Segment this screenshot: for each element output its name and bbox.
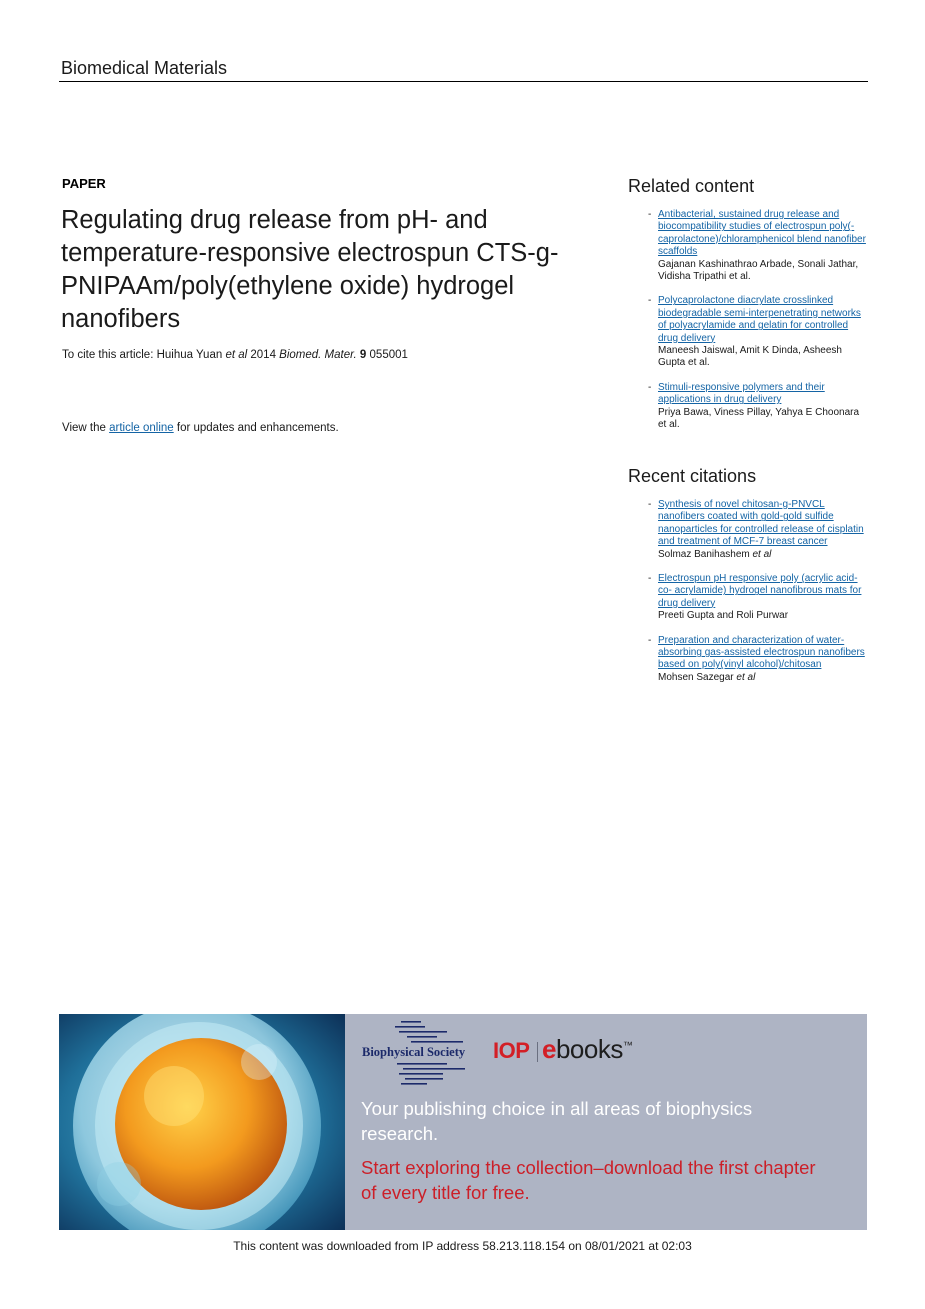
related-item-authors: Gajanan Kashinathrao Arbade, Sonali Jathar, Vidisha Tripathi et al. <box>658 258 859 283</box>
ebooks-rest: books <box>555 1034 623 1064</box>
list-dash: - <box>648 634 652 646</box>
citation-journal: Biomed. Mater. <box>279 349 357 361</box>
list-dash: - <box>648 295 652 307</box>
citation-item-link[interactable]: Electrospun pH responsive poly (acrylic acid-co- acrylamide) hydrogel nanofibrous mats for drug delivery <box>658 573 862 609</box>
recent-citations-heading: Recent citations <box>628 466 757 486</box>
list-dash: - <box>648 499 652 510</box>
related-item-authors: Priya Bawa, Viness Pillay, Yahya E Choonara et al. <box>658 406 860 431</box>
view-online-prefix: View the <box>62 422 110 434</box>
biophysical-society-name: Biophysical Society <box>362 1045 468 1060</box>
citation-volume: 9 <box>359 349 367 361</box>
related-item <box>648 295 870 369</box>
related-item-link[interactable]: Stimuli-responsive polymers and their applications in drug delivery <box>658 381 825 406</box>
related-content-list <box>648 209 870 444</box>
related-item-link[interactable]: Antibacterial, sustained drug release and biocompatibility studies of electrospun poly(-caprolactone)/chloramphenicol blend nanofiber scaffolds <box>658 209 866 258</box>
citation-author: Mohsen Sazegar <box>658 671 737 683</box>
citation-et-al: et al <box>225 349 248 361</box>
citation-number: 055001 <box>366 349 408 361</box>
banner-tagline: Your publishing choice in all areas of biophysics research. <box>361 1098 753 1144</box>
related-item <box>648 382 870 432</box>
citation-item-authors <box>658 610 870 622</box>
citation-item-authors <box>658 672 870 684</box>
article-online-link[interactable]: article online <box>109 422 174 434</box>
header-rule <box>59 81 868 82</box>
citation-author: Solmaz Banihashem <box>658 548 753 560</box>
citation-et-al: et al <box>752 548 772 560</box>
citation-prefix: To cite this article: Huihua Yuan <box>62 349 226 361</box>
citation-item-link[interactable]: Synthesis of novel chitosan-g-PNVCL nanofibers coated with gold-gold sulfide nanoparticles for controlled release of cisplatin and treatment of MCF-7 breast cancer <box>658 499 864 548</box>
view-online-suffix: for updates and enhancements. <box>173 422 339 434</box>
citation-item <box>648 573 870 623</box>
trademark-symbol: ™ <box>622 1040 633 1052</box>
list-dash: - <box>648 381 652 393</box>
recent-citations-list <box>648 499 870 696</box>
citation-line <box>62 349 408 361</box>
related-item-authors: Maneesh Jaiswal, Amit K Dinda, Asheesh Gupta et al. <box>658 345 842 369</box>
ebooks-e: e <box>542 1034 556 1064</box>
ebooks-logo <box>542 1034 632 1065</box>
view-online-line <box>62 422 339 434</box>
citation-et-al: et al <box>736 671 756 683</box>
cell-sphere-image <box>59 1014 345 1230</box>
citation-author: Preeti Gupta and Roli Purwar <box>658 610 789 622</box>
list-dash: - <box>648 209 652 220</box>
related-item-link[interactable]: Polycaprolactone diacrylate crosslinked biodegradable semi-interpenetrating networks of polyacrylamide and gelatin for controlled drug delivery <box>658 295 861 344</box>
list-dash: - <box>648 573 652 585</box>
citation-item <box>648 499 870 561</box>
logo-separator <box>537 1042 538 1062</box>
citation-item-authors <box>658 549 870 561</box>
journal-name: Biomedical Materials <box>61 58 228 78</box>
banner-call-to-action: Start exploring the collection–download the first chapter of every title for free. <box>361 1157 816 1203</box>
citation-item-link[interactable]: Preparation and characterization of water-absorbing gas-assisted electrospun nanofibers based on poly(vinyl alcohol)/chitosan <box>658 634 865 671</box>
citation-year: 2014 <box>247 349 280 361</box>
download-footer: This content was downloaded from IP address 58.213.118.154 on 08/01/2021 at 02:03 <box>233 1239 692 1253</box>
citation-item <box>648 635 870 685</box>
related-item <box>648 209 870 283</box>
related-content-heading: Related content <box>628 176 755 196</box>
iop-logo: IOP <box>493 1038 530 1063</box>
ebooks-advert-banner[interactable] <box>59 1014 867 1230</box>
article-title: Regulating drug release from pH- and temperature-responsive electrospun CTS-g-PNIPAAm/poly(ethylene oxide) hydrogel nanofibers <box>61 206 559 333</box>
article-type-label: PAPER <box>62 176 106 191</box>
